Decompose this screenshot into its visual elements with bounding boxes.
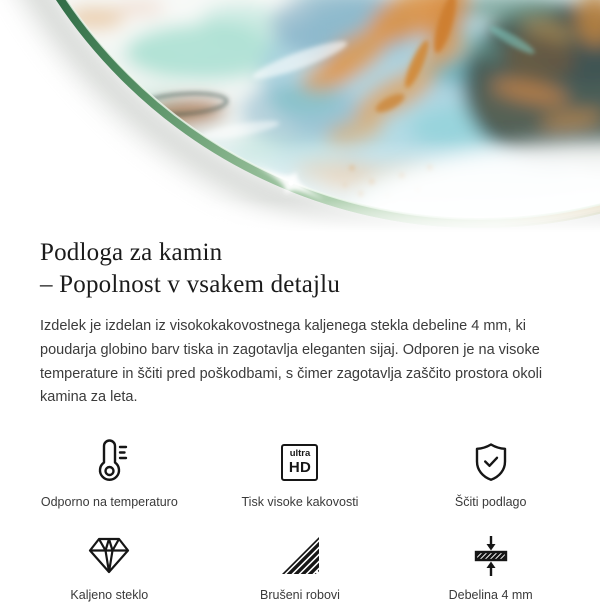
uhd-top-text: ultra <box>289 448 311 460</box>
feature-protects-surface <box>395 438 586 509</box>
diamond-icon <box>86 531 132 579</box>
glass-disc-illustration <box>0 0 600 232</box>
feature-label: Debelina 4 mm <box>448 588 533 602</box>
uhd-bottom-text: HD <box>288 458 312 476</box>
thermometer-icon <box>88 438 130 486</box>
page-title <box>40 237 560 300</box>
feature-temperature-resistant <box>14 438 205 509</box>
description-section <box>0 237 600 410</box>
feature-polished-edges <box>205 531 396 602</box>
product-description: Izdelek je izdelan iz visokokakovostnega kaljenega stekla debeline 4 mm, ki poudarja globino barv tiska in zagotavlja eleganten sijaj. Odporen je na visoke temperature in ščiti pred poškodbami, s čimer zagotavlja zaščito prostora okoli kamina za leta. <box>40 318 543 406</box>
feature-label: Brušeni robovi <box>260 588 340 602</box>
thickness-icon <box>469 531 513 579</box>
feature-label: Odporno na temperaturo <box>40 495 178 510</box>
title-line-2: – Popolnost v vsakem detajlu <box>40 270 341 298</box>
beveled-edges-icon <box>278 531 322 579</box>
feature-thickness <box>395 531 586 602</box>
title-line-1: Podloga za kamin <box>40 239 223 266</box>
feature-tempered-glass <box>14 531 205 602</box>
feature-label: Tisk visoke kakovosti <box>241 495 359 510</box>
feature-print-quality <box>205 438 396 509</box>
ultra-hd-icon <box>281 438 318 486</box>
features-grid <box>0 438 600 602</box>
product-hero-image <box>0 0 600 232</box>
feature-label: Kaljeno steklo <box>70 588 149 602</box>
shield-check-icon <box>469 438 513 486</box>
feature-label: Ščiti podlago <box>454 495 527 510</box>
